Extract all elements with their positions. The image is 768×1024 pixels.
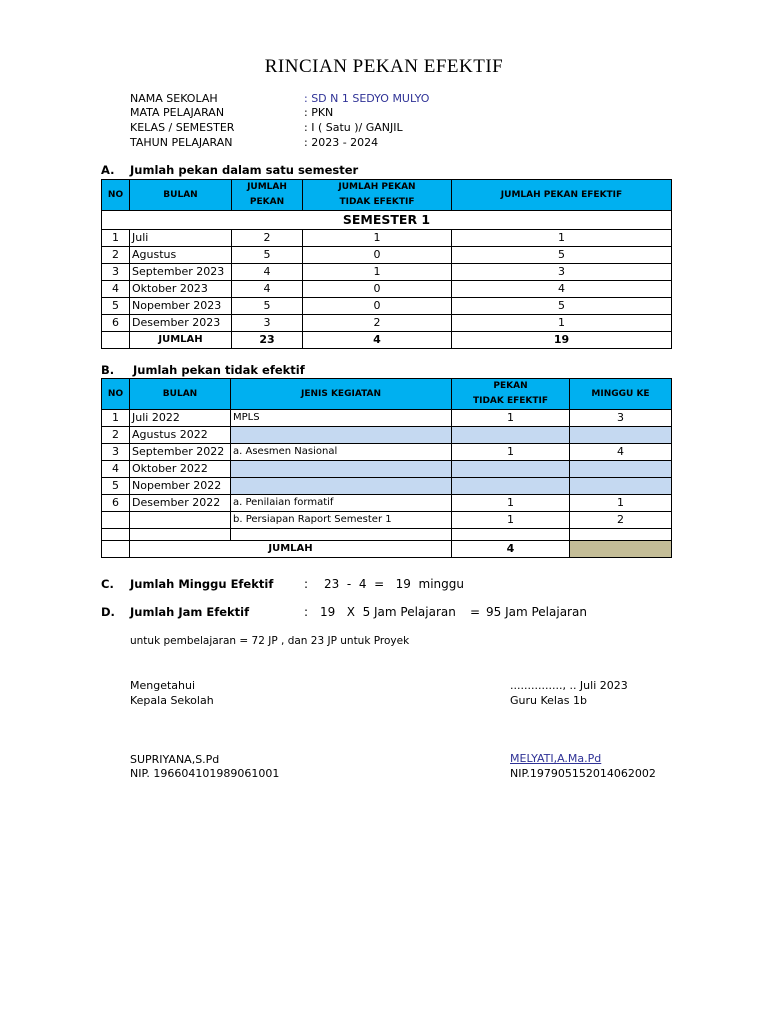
header-pekan-line2: TIDAK EFEKTIF	[472, 396, 549, 406]
cell-tidak-efektif: 0	[303, 298, 452, 315]
cell-minggu: 2	[570, 512, 672, 529]
cell-jenis	[231, 478, 452, 495]
table-pekan-efektif	[101, 179, 672, 349]
total-minggu-empty	[570, 541, 672, 558]
cell-pekan: 1	[452, 512, 570, 529]
section-a-letter: A.	[101, 163, 115, 177]
section-b-letter: B.	[101, 363, 115, 377]
cell-empty	[102, 332, 130, 349]
header-pekan	[452, 379, 570, 410]
table-row	[102, 315, 672, 332]
cell-jenis	[231, 427, 452, 444]
header-efektif: JUMLAH PEKAN EFEKTIF	[452, 180, 672, 211]
section-b-title: Jumlah pekan tidak efektif	[133, 363, 305, 377]
section-c-colon: :	[304, 577, 309, 591]
table-row	[102, 444, 672, 461]
cell-empty	[102, 541, 130, 558]
cell-no: 3	[102, 444, 130, 461]
table-row	[102, 281, 672, 298]
cell-jenis: a. Asesmen Nasional	[231, 444, 452, 461]
semester-row	[102, 211, 672, 230]
section-a-title: Jumlah pekan dalam satu semester	[130, 163, 359, 177]
table-row	[102, 247, 672, 264]
info-value-school: : SD N 1 SEDYO MULYO	[304, 92, 430, 105]
cell-efektif: 5	[452, 298, 672, 315]
header-tidak-efektif-line1: JUMLAH PEKAN	[338, 182, 416, 192]
cell-jenis	[231, 529, 452, 541]
section-d-label: Jumlah Jam Efektif	[130, 605, 250, 619]
header-minggu: MINGGU KE	[570, 379, 672, 410]
cell-efektif: 1	[452, 230, 672, 247]
cell-efektif: 5	[452, 247, 672, 264]
cell-pekan	[452, 478, 570, 495]
cell-tidak-efektif: 1	[303, 230, 452, 247]
cell-tidak-efektif: 1	[303, 264, 452, 281]
info-label-year: TAHUN PELAJARAN	[130, 136, 233, 149]
cell-no: 1	[102, 230, 130, 247]
total-label: JUMLAH	[130, 332, 232, 349]
section-c-label: Jumlah Minggu Efektif	[130, 577, 274, 591]
cell-minggu	[570, 529, 672, 541]
cell-no: 1	[102, 410, 130, 427]
cell-pekan	[452, 427, 570, 444]
table-row	[102, 461, 672, 478]
cell-minggu: 3	[570, 410, 672, 427]
table-pekan-tidak-efektif	[101, 378, 672, 558]
cell-no: 5	[102, 298, 130, 315]
total-pekan: 4	[452, 541, 570, 558]
cell-minggu	[570, 427, 672, 444]
section-c-value: 23 - 4 = 19 minggu	[324, 577, 464, 591]
table-row	[102, 478, 672, 495]
cell-no: 6	[102, 315, 130, 332]
cell-pekan: 2	[232, 230, 303, 247]
table-header	[102, 180, 672, 211]
cell-pekan: 4	[232, 264, 303, 281]
cell-bulan: Agustus	[130, 247, 232, 264]
header-bulan: BULAN	[130, 379, 231, 410]
cell-no: 4	[102, 281, 130, 298]
header-pekan-line1: PEKAN	[493, 381, 528, 391]
info-label-school: NAMA SEKOLAH	[130, 92, 218, 105]
total-efektif: 19	[452, 332, 672, 349]
cell-pekan: 5	[232, 298, 303, 315]
cell-pekan: 3	[232, 315, 303, 332]
cell-bulan: Agustus 2022	[130, 427, 231, 444]
table-row	[102, 230, 672, 247]
cell-no	[102, 512, 130, 529]
table-row	[102, 298, 672, 315]
cell-efektif: 1	[452, 315, 672, 332]
table-row	[102, 264, 672, 281]
cell-efektif: 3	[452, 264, 672, 281]
cell-bulan: Juli 2022	[130, 410, 231, 427]
cell-no: 5	[102, 478, 130, 495]
cell-bulan: September 2023	[130, 264, 232, 281]
table-header	[102, 379, 672, 410]
sig-right-nip: NIP.197905152014062002	[510, 767, 656, 780]
cell-efektif: 4	[452, 281, 672, 298]
total-row	[102, 332, 672, 349]
total-row	[102, 541, 672, 558]
cell-no: 3	[102, 264, 130, 281]
header-jumlah-pekan-line1: JUMLAH	[247, 182, 287, 192]
cell-minggu: 4	[570, 444, 672, 461]
sig-right-line1: ..............., .. Juli 2023	[510, 679, 628, 692]
cell-no: 4	[102, 461, 130, 478]
cell-bulan	[130, 529, 231, 541]
sig-left-nip: NIP. 196604101989061001	[130, 767, 280, 780]
section-d-value: 19 X 5 Jam Pelajaran	[320, 605, 456, 619]
header-no: NO	[102, 180, 130, 211]
table-row	[102, 427, 672, 444]
section-d-equals: =	[470, 605, 481, 619]
cell-pekan	[452, 529, 570, 541]
cell-pekan: 4	[232, 281, 303, 298]
cell-tidak-efektif: 0	[303, 281, 452, 298]
table-row	[102, 495, 672, 512]
sig-left-line2: Kepala Sekolah	[130, 694, 214, 707]
header-jumlah-pekan	[232, 180, 303, 211]
header-jenis: JENIS KEGIATAN	[231, 379, 452, 410]
section-d-result: 95 Jam Pelajaran	[486, 605, 587, 619]
cell-no: 2	[102, 427, 130, 444]
cell-pekan: 5	[232, 247, 303, 264]
total-pekan: 23	[232, 332, 303, 349]
header-tidak-efektif	[303, 180, 452, 211]
table-row	[102, 529, 672, 541]
cell-no: 6	[102, 495, 130, 512]
info-label-class: KELAS / SEMESTER	[130, 121, 235, 134]
section-d-colon: :	[304, 605, 309, 619]
header-jumlah-pekan-line2: PEKAN	[249, 197, 285, 207]
cell-bulan: Oktober 2023	[130, 281, 232, 298]
header-no: NO	[102, 379, 130, 410]
semester-label: SEMESTER 1	[102, 211, 672, 230]
cell-bulan: Nopember 2022	[130, 478, 231, 495]
section-d-letter: D.	[101, 605, 115, 619]
sig-right-line2: Guru Kelas 1b	[510, 694, 587, 707]
cell-minggu	[570, 478, 672, 495]
cell-bulan: Desember 2023	[130, 315, 232, 332]
cell-tidak-efektif: 0	[303, 247, 452, 264]
cell-jenis	[231, 461, 452, 478]
cell-bulan: Nopember 2023	[130, 298, 232, 315]
info-value-year: : 2023 - 2024	[304, 136, 379, 149]
cell-minggu: 1	[570, 495, 672, 512]
info-value-class: : I ( Satu )/ GANJIL	[304, 121, 403, 134]
page-title: RINCIAN PEKAN EFEKTIF	[264, 56, 504, 77]
table-row	[102, 512, 672, 529]
info-value-subject: : PKN	[304, 106, 334, 119]
cell-bulan: September 2022	[130, 444, 231, 461]
cell-minggu	[570, 461, 672, 478]
sig-left-name: SUPRIYANA,S.Pd	[130, 753, 220, 766]
cell-jenis: b. Persiapan Raport Semester 1	[231, 512, 452, 529]
cell-bulan	[130, 512, 231, 529]
cell-jenis: a. Penilaian formatif	[231, 495, 452, 512]
cell-pekan	[452, 461, 570, 478]
header-tidak-efektif-line2: TIDAK EFEKTIF	[339, 197, 415, 207]
cell-bulan: Desember 2022	[130, 495, 231, 512]
cell-pekan: 1	[452, 495, 570, 512]
cell-no: 2	[102, 247, 130, 264]
info-label-subject: MATA PELAJARAN	[130, 106, 225, 119]
total-tidak-efektif: 4	[303, 332, 452, 349]
cell-pekan: 1	[452, 410, 570, 427]
cell-bulan: Oktober 2022	[130, 461, 231, 478]
sig-left-line1: Mengetahui	[130, 679, 196, 692]
total-label: JUMLAH	[130, 541, 452, 558]
note-text: untuk pembelajaran = 72 JP , dan 23 JP untuk Proyek	[130, 635, 410, 647]
cell-no	[102, 529, 130, 541]
cell-jenis: MPLS	[231, 410, 452, 427]
sig-right-name: MELYATI,A.Ma.Pd	[510, 752, 602, 765]
table-row	[102, 410, 672, 427]
section-c-letter: C.	[101, 577, 114, 591]
header-bulan: BULAN	[130, 180, 232, 211]
cell-tidak-efektif: 2	[303, 315, 452, 332]
cell-bulan: Juli	[130, 230, 232, 247]
cell-pekan: 1	[452, 444, 570, 461]
